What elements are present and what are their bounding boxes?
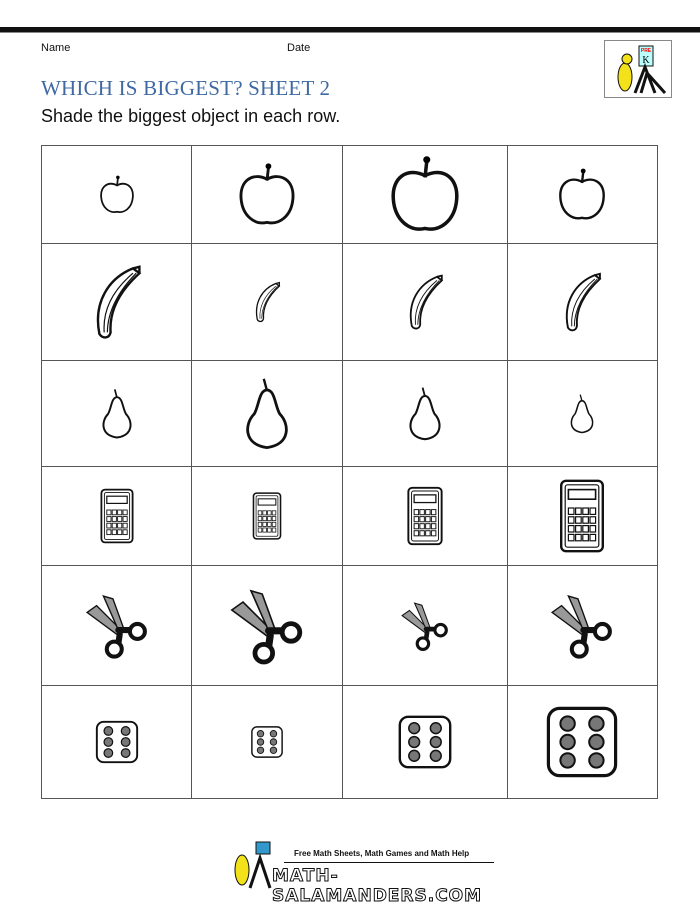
calculator-icon (87, 486, 147, 546)
apple-icon (381, 151, 469, 239)
banana-icon (245, 280, 289, 324)
grid-cell[interactable] (42, 244, 192, 361)
grid-cell[interactable] (342, 467, 507, 566)
grid-cell[interactable] (342, 361, 507, 467)
pear-icon (227, 374, 307, 454)
grid-row-calculator (42, 467, 658, 566)
grid-cell[interactable] (42, 566, 192, 686)
grid-cell[interactable] (507, 566, 657, 686)
grid-cell[interactable] (42, 686, 192, 799)
instruction-text: Shade the biggest object in each row. (41, 106, 341, 126)
banana-icon (550, 270, 614, 334)
grid-cell[interactable] (42, 467, 192, 566)
grid-row-apple (42, 146, 658, 244)
scissors-icon (399, 600, 451, 652)
date-label: Date (287, 42, 311, 54)
grid-row-dice (42, 686, 658, 799)
pear-icon (89, 386, 145, 442)
grid-cell[interactable] (342, 566, 507, 686)
grid-cell[interactable] (192, 686, 342, 799)
apple-icon (552, 165, 612, 225)
calculator-icon (542, 476, 622, 556)
banana-icon (395, 272, 455, 332)
footer-rule (284, 862, 494, 863)
name-label: Name (41, 42, 71, 54)
grid-cell[interactable] (507, 686, 657, 799)
footer-site-name: MATH-SALAMANDERS.COM (272, 866, 483, 906)
grid-cell[interactable] (42, 361, 192, 467)
dice-icon (249, 724, 285, 760)
calculator-icon (393, 484, 457, 548)
dice-icon (395, 712, 455, 772)
prek-logo (604, 40, 672, 98)
grid-cell[interactable] (507, 146, 657, 244)
top-rule (0, 27, 700, 33)
grid-row-scissors (42, 566, 658, 686)
apple-icon (95, 173, 139, 217)
svg-text:PRE: PRE (640, 48, 652, 54)
grid-cell[interactable] (507, 361, 657, 467)
scissors-icon (227, 586, 307, 666)
grid-cell[interactable] (42, 146, 192, 244)
grid-row-banana (42, 244, 658, 361)
page-title: WHICH IS BIGGEST? SHEET 2 (41, 76, 331, 100)
objects-grid (41, 145, 658, 799)
calculator-icon (241, 490, 293, 542)
grid-cell[interactable] (342, 146, 507, 244)
grid-cell[interactable] (192, 361, 342, 467)
grid-cell[interactable] (507, 244, 657, 361)
footer-logo (228, 840, 498, 906)
pear-icon (395, 384, 455, 444)
pear-icon (560, 392, 604, 436)
scissors-icon (83, 592, 151, 660)
dice-icon (93, 718, 141, 766)
scissors-icon (548, 592, 616, 660)
dice-icon (542, 702, 622, 782)
grid-cell[interactable] (507, 467, 657, 566)
grid-cell[interactable] (342, 686, 507, 799)
footer-tagline: Free Math Sheets, Math Games and Math Help (294, 849, 470, 858)
grid-row-pear (42, 361, 658, 467)
banana-icon (77, 262, 157, 342)
grid-cell[interactable] (192, 244, 342, 361)
grid-cell[interactable] (342, 244, 507, 361)
apple-icon (231, 159, 303, 231)
grid-cell[interactable] (192, 146, 342, 244)
grid-cell[interactable] (192, 467, 342, 566)
svg-text:K: K (642, 55, 650, 66)
grid-cell[interactable] (192, 566, 342, 686)
